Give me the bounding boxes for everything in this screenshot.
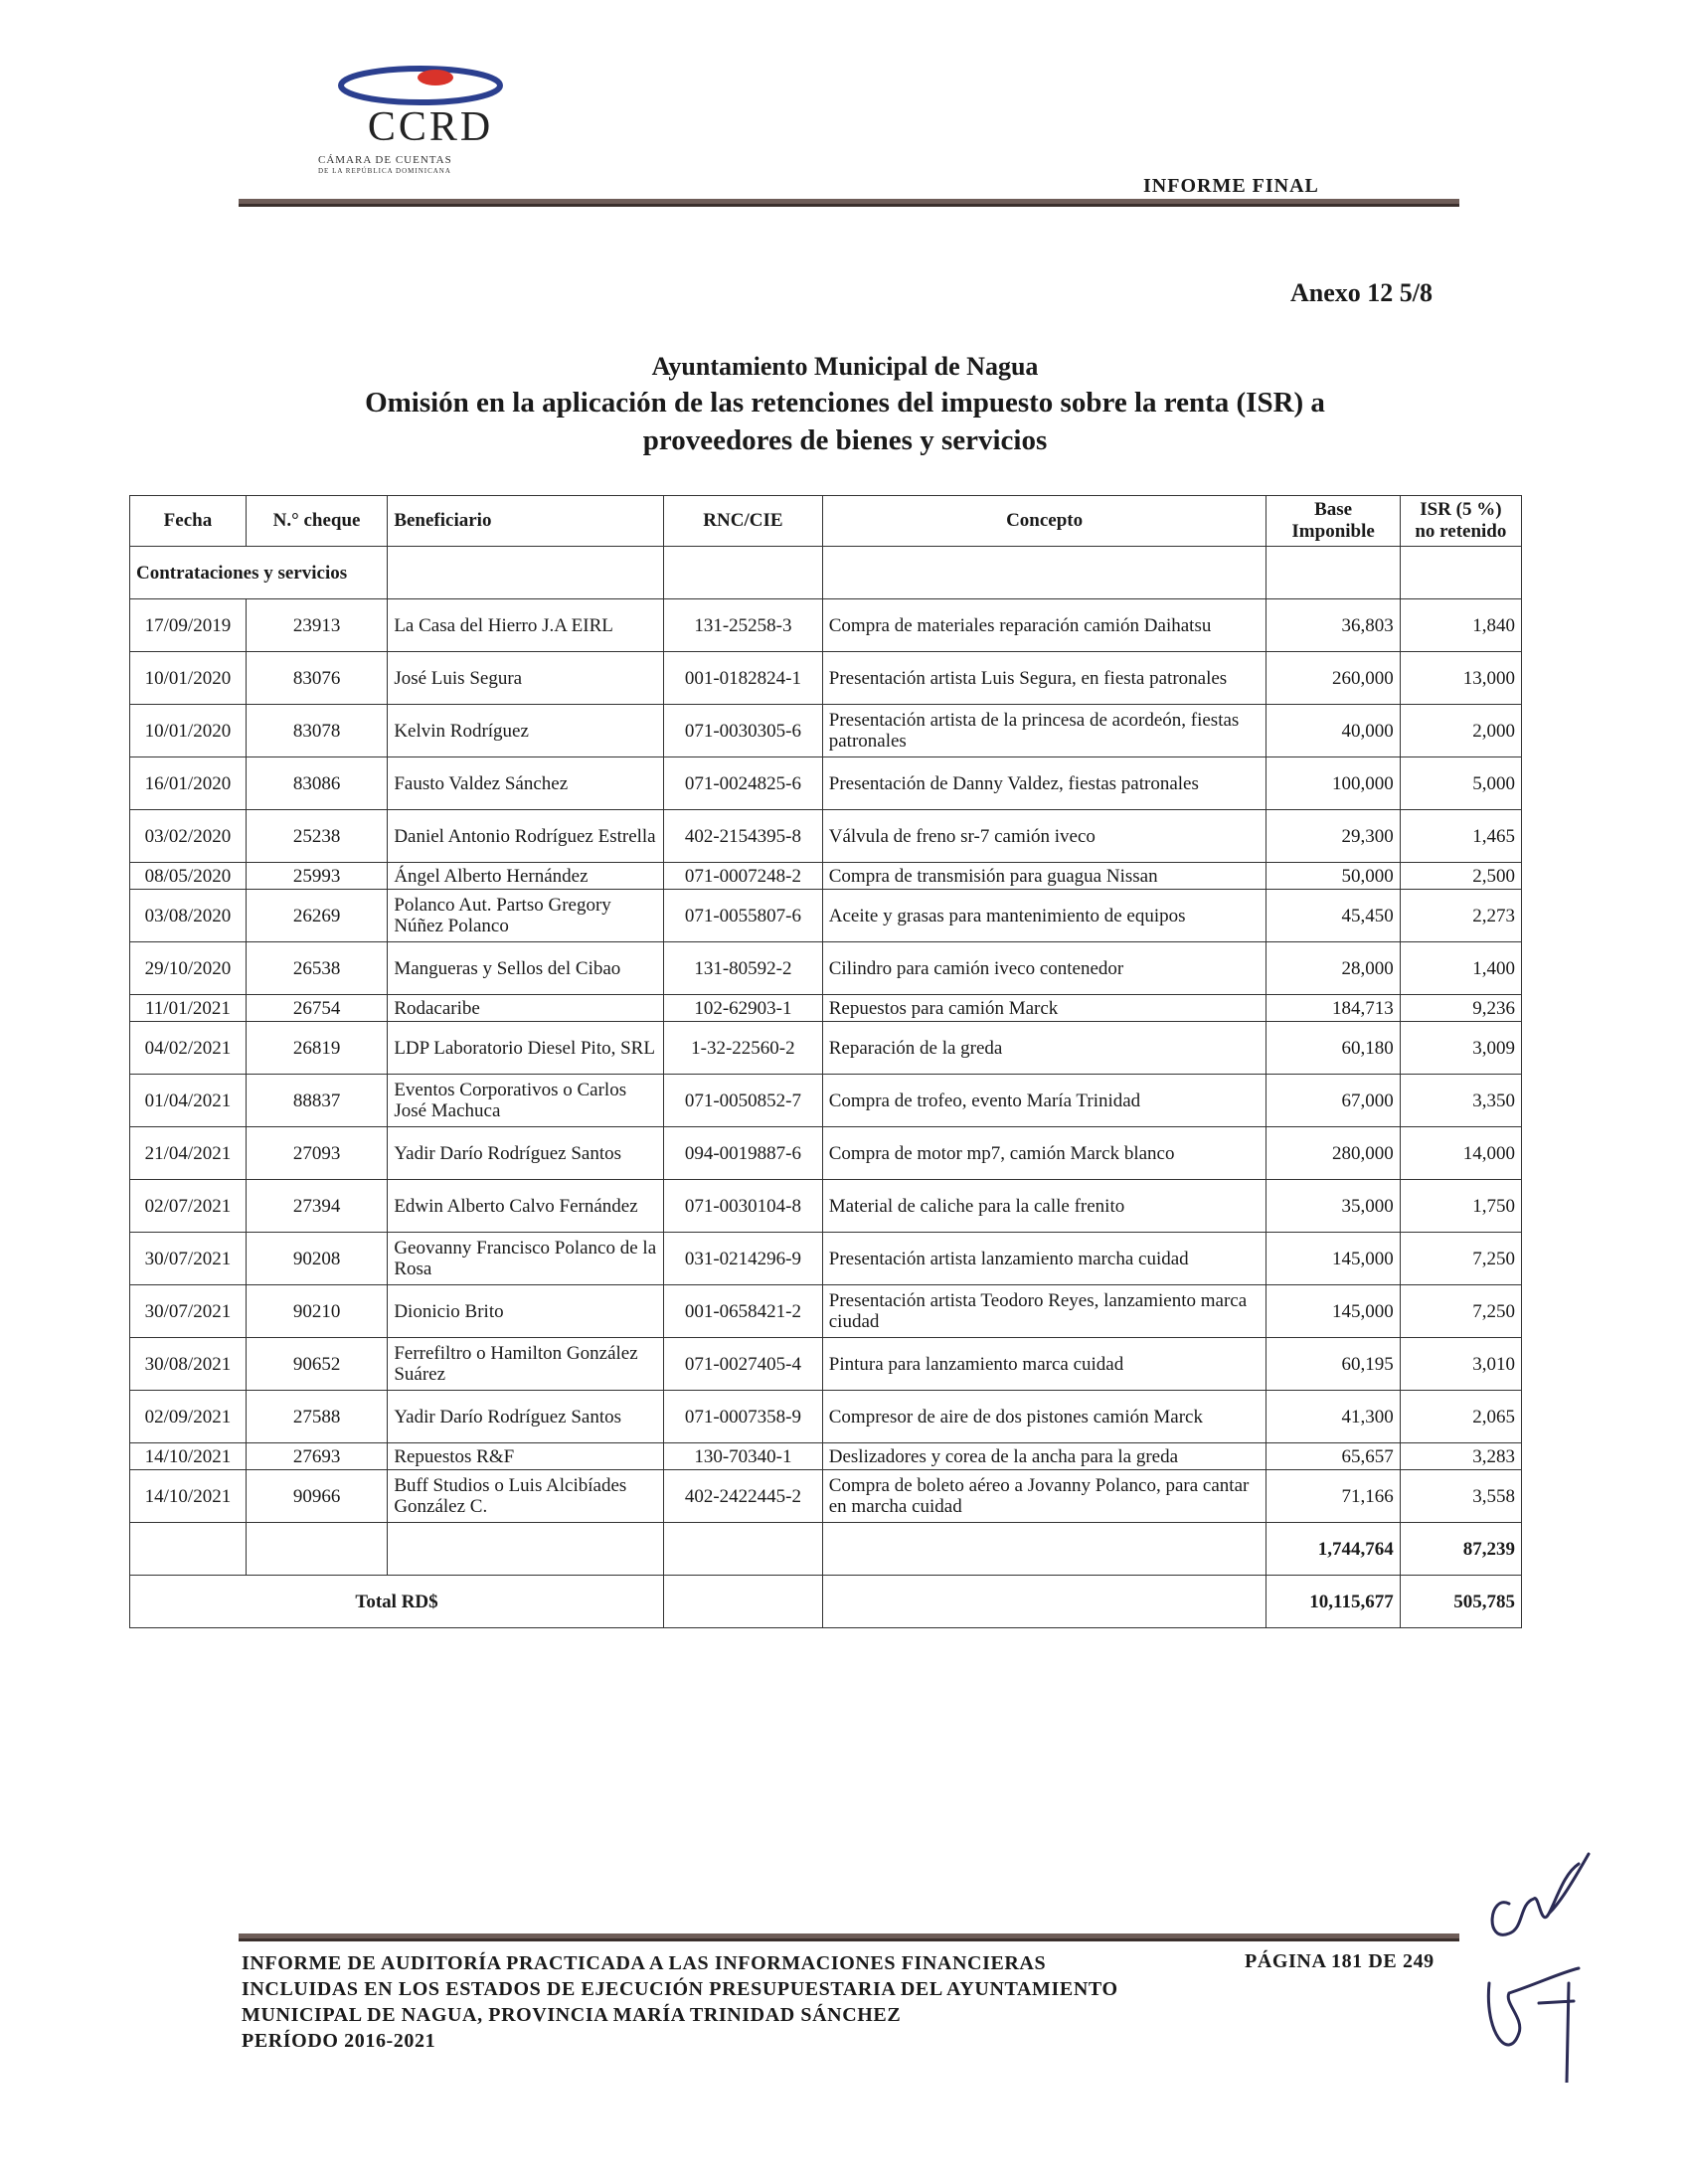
cell-beneficiario: LDP Laboratorio Diesel Pito, SRL <box>388 1022 664 1075</box>
cell-base: 280,000 <box>1266 1127 1400 1180</box>
section-row <box>130 547 1522 599</box>
cell-base: 184,713 <box>1266 995 1400 1022</box>
total-isr: 505,785 <box>1400 1576 1521 1628</box>
cell-base: 50,000 <box>1266 863 1400 890</box>
total-empty <box>822 1576 1266 1628</box>
cell-base: 67,000 <box>1266 1075 1400 1127</box>
cell-beneficiario: Repuestos R&F <box>388 1443 664 1470</box>
cell-fecha: 30/08/2021 <box>130 1338 247 1391</box>
cell-base: 65,657 <box>1266 1443 1400 1470</box>
cell-isr: 2,273 <box>1400 890 1521 942</box>
section-empty <box>822 547 1266 599</box>
section-empty <box>1266 547 1400 599</box>
logo-subtitle-secondary: DE LA REPÚBLICA DOMINICANA <box>318 167 451 175</box>
cell-cheque: 27093 <box>246 1127 387 1180</box>
section-empty <box>1400 547 1521 599</box>
subtotal-empty <box>246 1523 387 1576</box>
cell-rnc: 071-0050852-7 <box>664 1075 823 1127</box>
cell-cheque: 90966 <box>246 1470 387 1523</box>
subtotal-row <box>130 1523 1522 1576</box>
cell-isr: 3,558 <box>1400 1470 1521 1523</box>
cell-rnc: 071-0055807-6 <box>664 890 823 942</box>
cell-beneficiario: Eventos Corporativos o Carlos José Machuca <box>388 1075 664 1127</box>
title-line-3: proveedores de bienes y servicios <box>642 424 1048 456</box>
cell-isr: 14,000 <box>1400 1127 1521 1180</box>
cell-base: 40,000 <box>1266 705 1400 757</box>
table-row <box>130 1075 1522 1127</box>
page-number: PÁGINA 181 DE 249 <box>1245 1950 1435 1972</box>
cell-rnc: 131-80592-2 <box>664 942 823 995</box>
cell-fecha: 16/01/2020 <box>130 757 247 810</box>
cell-concepto: Compra de transmisión para guagua Nissan <box>822 863 1266 890</box>
cell-concepto: Compra de boleto aéreo a Jovanny Polanco, para cantar en marcha cuidad <box>822 1470 1266 1523</box>
cell-base: 41,300 <box>1266 1391 1400 1443</box>
annex-label: Anexo 12 5/8 <box>1290 278 1433 307</box>
header-base-line1: Base <box>1314 499 1353 520</box>
cell-beneficiario: Kelvin Rodríguez <box>388 705 664 757</box>
table-row <box>130 1127 1522 1180</box>
cell-rnc: 071-0007248-2 <box>664 863 823 890</box>
cell-cheque: 26269 <box>246 890 387 942</box>
cell-base: 145,000 <box>1266 1285 1400 1338</box>
header-rnc: RNC/CIE <box>664 496 823 547</box>
cell-isr: 9,236 <box>1400 995 1521 1022</box>
header-base-line2: Imponible <box>1291 521 1375 542</box>
cell-concepto: Compra de materiales reparación camión Daihatsu <box>822 599 1266 652</box>
cell-cheque: 27394 <box>246 1180 387 1233</box>
page-title <box>199 350 1491 459</box>
cell-fecha: 01/04/2021 <box>130 1075 247 1127</box>
table-row <box>130 890 1522 942</box>
cell-beneficiario: Edwin Alberto Calvo Fernández <box>388 1180 664 1233</box>
cell-cheque: 90208 <box>246 1233 387 1285</box>
cell-isr: 7,250 <box>1400 1233 1521 1285</box>
ccrd-logo <box>316 60 545 175</box>
cell-isr: 2,000 <box>1400 705 1521 757</box>
cell-fecha: 10/01/2020 <box>130 705 247 757</box>
header-isr-line2: no retenido <box>1415 521 1507 542</box>
cell-rnc: 071-0027405-4 <box>664 1338 823 1391</box>
cell-beneficiario: Yadir Darío Rodríguez Santos <box>388 1391 664 1443</box>
table-row <box>130 1470 1522 1523</box>
subtotal-empty <box>664 1523 823 1576</box>
cell-concepto: Válvula de freno sr-7 camión iveco <box>822 810 1266 863</box>
title-line-1: Ayuntamiento Municipal de Nagua <box>651 352 1039 381</box>
cell-fecha: 10/01/2020 <box>130 652 247 705</box>
cell-fecha: 04/02/2021 <box>130 1022 247 1075</box>
header-beneficiario: Beneficiario <box>388 496 664 547</box>
logo-ring-icon <box>336 60 505 107</box>
cell-isr: 1,750 <box>1400 1180 1521 1233</box>
cell-isr: 3,010 <box>1400 1338 1521 1391</box>
cell-cheque: 26754 <box>246 995 387 1022</box>
cell-fecha: 21/04/2021 <box>130 1127 247 1180</box>
footer-text <box>242 1950 1118 2054</box>
cell-beneficiario: José Luis Segura <box>388 652 664 705</box>
cell-rnc: 071-0030104-8 <box>664 1180 823 1233</box>
subtotal-empty <box>822 1523 1266 1576</box>
footer-line-1: INFORME DE AUDITORÍA PRACTICADA A LAS INFORMACIONES FINANCIERAS <box>242 1952 1047 1974</box>
cell-isr: 1,465 <box>1400 810 1521 863</box>
cell-rnc: 071-0030305-6 <box>664 705 823 757</box>
table-row <box>130 1443 1522 1470</box>
total-row <box>130 1576 1522 1628</box>
cell-rnc: 130-70340-1 <box>664 1443 823 1470</box>
table-row <box>130 995 1522 1022</box>
subtotal-empty <box>388 1523 664 1576</box>
header-concepto: Concepto <box>822 496 1266 547</box>
cell-concepto: Compresor de aire de dos pistones camión Marck <box>822 1391 1266 1443</box>
cell-concepto: Pintura para lanzamiento marca cuidad <box>822 1338 1266 1391</box>
cell-base: 145,000 <box>1266 1233 1400 1285</box>
cell-beneficiario: Rodacaribe <box>388 995 664 1022</box>
table-row <box>130 757 1522 810</box>
cell-cheque: 27693 <box>246 1443 387 1470</box>
table-row <box>130 863 1522 890</box>
header-divider <box>239 199 1459 207</box>
total-label: Total RD$ <box>130 1576 664 1628</box>
subtotal-base: 1,744,764 <box>1266 1523 1400 1576</box>
cell-fecha: 14/10/2021 <box>130 1443 247 1470</box>
cell-beneficiario: Ángel Alberto Hernández <box>388 863 664 890</box>
cell-base: 36,803 <box>1266 599 1400 652</box>
cell-base: 100,000 <box>1266 757 1400 810</box>
cell-beneficiario: La Casa del Hierro J.A EIRL <box>388 599 664 652</box>
header-base <box>1266 496 1400 547</box>
subtotal-empty <box>130 1523 247 1576</box>
table-row <box>130 1233 1522 1285</box>
table-row <box>130 1391 1522 1443</box>
cell-isr: 2,500 <box>1400 863 1521 890</box>
cell-concepto: Repuestos para camión Marck <box>822 995 1266 1022</box>
cell-isr: 3,283 <box>1400 1443 1521 1470</box>
cell-cheque: 90652 <box>246 1338 387 1391</box>
cell-beneficiario: Mangueras y Sellos del Cibao <box>388 942 664 995</box>
cell-fecha: 11/01/2021 <box>130 995 247 1022</box>
table-row <box>130 1285 1522 1338</box>
cell-concepto: Presentación artista Luis Segura, en fiesta patronales <box>822 652 1266 705</box>
header-cheque: N.° cheque <box>246 496 387 547</box>
cell-fecha: 03/02/2020 <box>130 810 247 863</box>
cell-isr: 5,000 <box>1400 757 1521 810</box>
total-base: 10,115,677 <box>1266 1576 1400 1628</box>
header-isr <box>1400 496 1521 547</box>
footer-line-3: MUNICIPAL DE NAGUA, PROVINCIA MARÍA TRINIDAD SÁNCHEZ <box>242 2004 902 2026</box>
table-row <box>130 810 1522 863</box>
table-row <box>130 1022 1522 1075</box>
cell-base: 35,000 <box>1266 1180 1400 1233</box>
cell-concepto: Deslizadores y corea de la ancha para la greda <box>822 1443 1266 1470</box>
cell-fecha: 02/09/2021 <box>130 1391 247 1443</box>
cell-concepto: Material de caliche para la calle frenito <box>822 1180 1266 1233</box>
cell-isr: 1,400 <box>1400 942 1521 995</box>
table-row <box>130 942 1522 995</box>
cell-isr: 2,065 <box>1400 1391 1521 1443</box>
cell-rnc: 001-0658421-2 <box>664 1285 823 1338</box>
cell-base: 260,000 <box>1266 652 1400 705</box>
cell-cheque: 88837 <box>246 1075 387 1127</box>
cell-rnc: 102-62903-1 <box>664 995 823 1022</box>
cell-concepto: Reparación de la greda <box>822 1022 1266 1075</box>
table-row <box>130 1338 1522 1391</box>
cell-rnc: 001-0182824-1 <box>664 652 823 705</box>
cell-beneficiario: Fausto Valdez Sánchez <box>388 757 664 810</box>
cell-rnc: 1-32-22560-2 <box>664 1022 823 1075</box>
cell-isr: 1,840 <box>1400 599 1521 652</box>
cell-beneficiario: Daniel Antonio Rodríguez Estrella <box>388 810 664 863</box>
section-label: Contrataciones y servicios <box>130 547 388 599</box>
cell-isr: 3,350 <box>1400 1075 1521 1127</box>
cell-concepto: Compra de trofeo, evento María Trinidad <box>822 1075 1266 1127</box>
cell-beneficiario: Dionicio Brito <box>388 1285 664 1338</box>
cell-rnc: 071-0024825-6 <box>664 757 823 810</box>
cell-isr: 3,009 <box>1400 1022 1521 1075</box>
cell-fecha: 03/08/2020 <box>130 890 247 942</box>
footer-line-4: PERÍODO 2016-2021 <box>242 2030 436 2052</box>
header-label: INFORME FINAL <box>1143 175 1319 197</box>
cell-cheque: 27588 <box>246 1391 387 1443</box>
cell-base: 29,300 <box>1266 810 1400 863</box>
cell-concepto: Presentación artista Teodoro Reyes, lanzamiento marca ciudad <box>822 1285 1266 1338</box>
cell-base: 45,450 <box>1266 890 1400 942</box>
cell-cheque: 83086 <box>246 757 387 810</box>
cell-cheque: 26538 <box>246 942 387 995</box>
table-header-row <box>130 496 1522 547</box>
cell-rnc: 402-2154395-8 <box>664 810 823 863</box>
cell-concepto: Presentación artista lanzamiento marcha cuidad <box>822 1233 1266 1285</box>
cell-concepto: Aceite y grasas para mantenimiento de equipos <box>822 890 1266 942</box>
section-empty <box>664 547 823 599</box>
footer-divider <box>239 1933 1459 1941</box>
header-fecha: Fecha <box>130 496 247 547</box>
cell-concepto: Cilindro para camión iveco contenedor <box>822 942 1266 995</box>
header-isr-line1: ISR (5 %) <box>1420 499 1502 520</box>
cell-fecha: 30/07/2021 <box>130 1233 247 1285</box>
cell-rnc: 094-0019887-6 <box>664 1127 823 1180</box>
cell-beneficiario: Ferrefiltro o Hamilton González Suárez <box>388 1338 664 1391</box>
cell-rnc: 131-25258-3 <box>664 599 823 652</box>
section-empty <box>388 547 664 599</box>
cell-cheque: 26819 <box>246 1022 387 1075</box>
cell-beneficiario: Polanco Aut. Partso Gregory Núñez Polanco <box>388 890 664 942</box>
cell-rnc: 031-0214296-9 <box>664 1233 823 1285</box>
cell-fecha: 14/10/2021 <box>130 1470 247 1523</box>
cell-beneficiario: Yadir Darío Rodríguez Santos <box>388 1127 664 1180</box>
logo-subtitle: CÁMARA DE CUENTAS <box>318 154 452 166</box>
cell-fecha: 02/07/2021 <box>130 1180 247 1233</box>
cell-cheque: 83078 <box>246 705 387 757</box>
table-body <box>130 547 1522 1523</box>
cell-fecha: 08/05/2020 <box>130 863 247 890</box>
footer-line-2: INCLUIDAS EN LOS ESTADOS DE EJECUCIÓN PRESUPUESTARIA DEL AYUNTAMIENTO <box>242 1978 1118 2000</box>
total-empty <box>664 1576 823 1628</box>
cell-cheque: 90210 <box>246 1285 387 1338</box>
cell-fecha: 17/09/2019 <box>130 599 247 652</box>
cell-rnc: 071-0007358-9 <box>664 1391 823 1443</box>
logo-text: CCRD <box>367 104 494 150</box>
table-row <box>130 599 1522 652</box>
cell-cheque: 23913 <box>246 599 387 652</box>
cell-cheque: 83076 <box>246 652 387 705</box>
cell-cheque: 25993 <box>246 863 387 890</box>
cell-rnc: 402-2422445-2 <box>664 1470 823 1523</box>
table-row <box>130 652 1522 705</box>
isr-table <box>129 495 1522 1628</box>
table-totals <box>130 1523 1522 1628</box>
cell-base: 71,166 <box>1266 1470 1400 1523</box>
table-row <box>130 1180 1522 1233</box>
cell-concepto: Presentación artista de la princesa de acordeón, fiestas patronales <box>822 705 1266 757</box>
cell-base: 28,000 <box>1266 942 1400 995</box>
subtotal-isr: 87,239 <box>1400 1523 1521 1576</box>
cell-concepto: Compra de motor mp7, camión Marck blanco <box>822 1127 1266 1180</box>
table-row <box>130 705 1522 757</box>
title-line-2: Omisión en la aplicación de las retenciones del impuesto sobre la renta (ISR) a <box>365 387 1325 419</box>
cell-beneficiario: Buff Studios o Luis Alcibíades González C. <box>388 1470 664 1523</box>
cell-cheque: 25238 <box>246 810 387 863</box>
cell-fecha: 30/07/2021 <box>130 1285 247 1338</box>
cell-base: 60,195 <box>1266 1338 1400 1391</box>
cell-isr: 13,000 <box>1400 652 1521 705</box>
handwritten-signature-icon <box>1479 1834 1599 2083</box>
cell-fecha: 29/10/2020 <box>130 942 247 995</box>
cell-beneficiario: Geovanny Francisco Polanco de la Rosa <box>388 1233 664 1285</box>
cell-concepto: Presentación de Danny Valdez, fiestas patronales <box>822 757 1266 810</box>
cell-base: 60,180 <box>1266 1022 1400 1075</box>
cell-isr: 7,250 <box>1400 1285 1521 1338</box>
